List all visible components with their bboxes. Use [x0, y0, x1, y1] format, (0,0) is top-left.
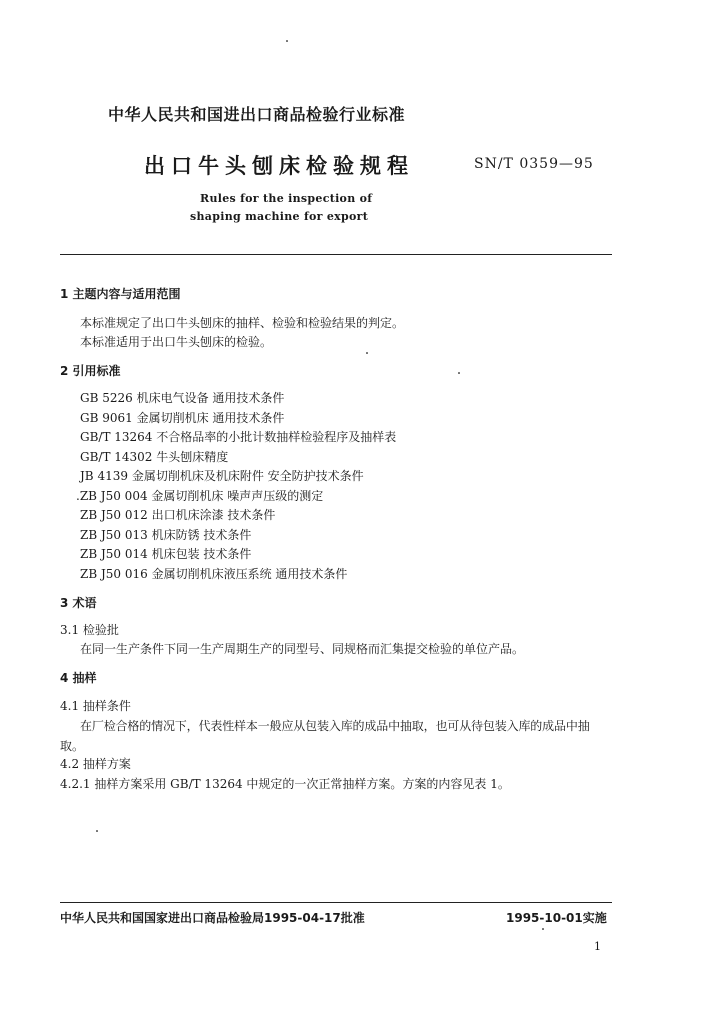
reference-code: ZB J50 012 — [80, 508, 148, 522]
section-3-1-text: 在同一生产条件下同一生产周期生产的同型号、同规格而汇集提交检验的单位产品。 — [80, 642, 525, 656]
reference-title: 金属切削机床液压系统 通用技术条件 — [151, 566, 348, 581]
approval-statement: 中华人民共和国国家进出口商品检验局1995-04-17批准 — [60, 911, 365, 925]
header-rule — [60, 254, 612, 255]
reference-code: GB/T 13264 — [80, 430, 153, 444]
reference-code: GB 5226 — [80, 391, 133, 405]
reference-title: 金属切削机床及机床附件 安全防护技术条件 — [131, 469, 364, 483]
reference-code: ZB J50 016 — [80, 566, 148, 581]
reference-item — [76, 487, 323, 504]
reference-title: 机床电气设备 通用技术条件 — [136, 391, 285, 405]
reference-code: JB 4139 — [80, 469, 128, 483]
implementation-date: 1995-10-01实施 — [506, 911, 607, 925]
reference-code: ZB J50 014 — [80, 547, 148, 561]
reference-item — [80, 409, 284, 426]
reference-code: GB/T 14302 — [80, 449, 153, 464]
scan-speck — [458, 372, 460, 374]
reference-item — [80, 389, 284, 406]
english-title-line1: Rules for the inspection of — [200, 192, 373, 205]
reference-code: .ZB J50 004 — [76, 488, 148, 503]
scan-speck — [286, 40, 288, 42]
section-4-1-heading: 4.1 抽样条件 — [60, 699, 131, 713]
reference-title: 出口机床涂漆 技术条件 — [151, 508, 276, 522]
section-2-heading: 2 引用标准 — [60, 364, 121, 378]
reference-title: 不合格品率的小批计数抽样检验程序及抽样表 — [156, 430, 397, 444]
reference-title: 金属切削机床 通用技术条件 — [136, 410, 285, 425]
document-title: 出口牛头刨床检验规程 — [144, 154, 414, 178]
section-4-1-text-line1: 在厂检合格的情况下，代表性样本一般应从包装入库的成品中抽取，也可从待包装入库的成品中抽 — [80, 719, 590, 733]
scan-speck — [366, 352, 368, 354]
reference-title: 机床防锈 技术条件 — [151, 527, 252, 542]
english-title-line2: shaping machine for export — [190, 210, 369, 223]
section-3-1-heading: 3.1 检验批 — [60, 623, 119, 637]
reference-item — [80, 565, 347, 582]
section-1-paragraph-2: 本标准适用于出口牛头刨床的检验。 — [80, 335, 273, 349]
section-4-2-heading: 4.2 抽样方案 — [60, 757, 131, 771]
scan-speck — [542, 928, 544, 930]
reference-item — [80, 526, 251, 543]
reference-title: 牛头刨床精度 — [156, 449, 229, 464]
reference-code: ZB J50 013 — [80, 527, 148, 542]
reference-item — [80, 506, 275, 523]
section-4-1-text-line2: 取。 — [60, 739, 85, 753]
section-3-heading: 3 术语 — [60, 596, 97, 610]
scan-speck — [96, 830, 98, 832]
page-number: 1 — [594, 940, 601, 953]
section-1-heading: 1 主题内容与适用范围 — [60, 287, 181, 301]
reference-title: 金属切削机床 噪声声压级的测定 — [151, 488, 324, 503]
reference-item — [80, 467, 364, 484]
section-4-heading: 4 抽样 — [60, 671, 97, 685]
standard-category: 中华人民共和国进出口商品检验行业标准 — [108, 105, 406, 124]
footer-rule — [60, 902, 612, 903]
reference-item — [80, 448, 228, 465]
reference-item — [80, 545, 251, 562]
reference-code: GB 9061 — [80, 410, 133, 425]
reference-title: 机床包装 技术条件 — [151, 547, 252, 561]
reference-item — [80, 428, 396, 445]
standard-number: SN/T 0359—95 — [474, 156, 594, 172]
section-4-2-1-text: 4.2.1 抽样方案采用 GB/T 13264 中规定的一次正常抽样方案。方案的内容见表 1。 — [60, 777, 510, 791]
section-1-paragraph-1: 本标准规定了出口牛头刨床的抽样、检验和检验结果的判定。 — [80, 316, 405, 330]
